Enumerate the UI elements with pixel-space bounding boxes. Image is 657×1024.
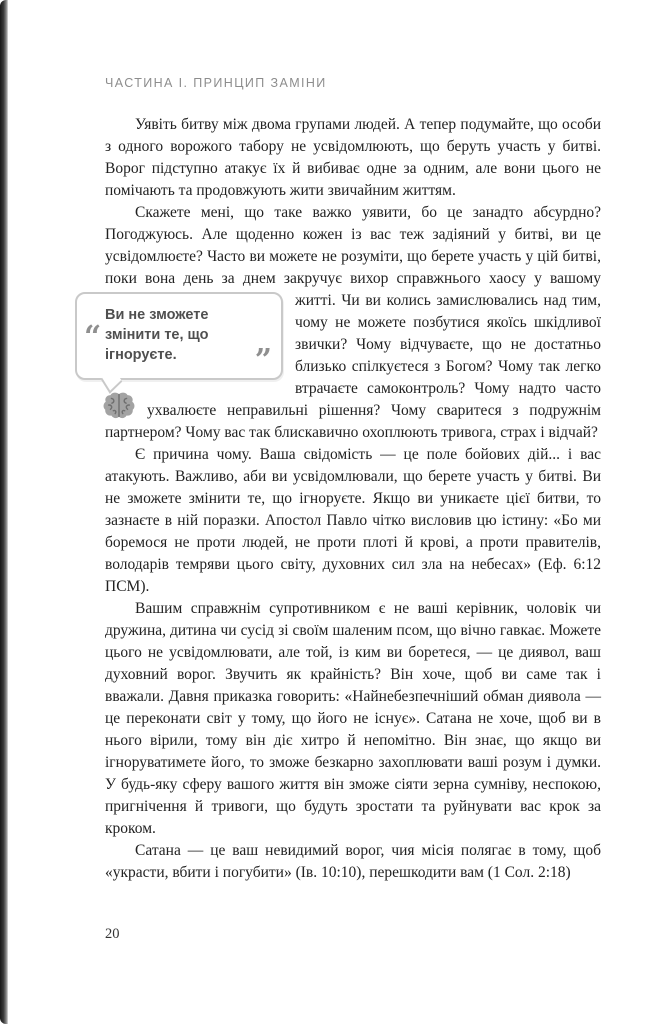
- paragraph-5: Сатана — це ваш невидимий ворог, чия місія полягає в тому, щоб «украсти, вбити і погубити» (Ів. 10:10), перешкодити вам (1 Сол. 2:18): [105, 842, 601, 881]
- text-column: [84, 114, 601, 884]
- paragraph-2-part-a: Скажете мені, що таке важко уявити, бо це занадто абсурдно? Погоджуюсь. Але щоденно кожен із вас теж задіяний у битві, ви це усвідомлюєте? Часто ви можете не розуміти, що берете участь у цій битві, поки вона день за днем закручує вихор справжнього хаосу у вашому: [105, 204, 601, 287]
- pull-quote-bubble: [75, 292, 283, 380]
- page-spine-shadow: [0, 0, 8, 1024]
- paragraph-4: Вашим справжнім супротивником є не ваші керівник, чоловік чи дружина, дитина чи сусід зі своїм шаленим псом, що вічно гавкає. Можете цього не усвідомлювати, але той, із ким ви боретеся, — це диявол, ваш духовний ворог. Звучить як крайність? Він хоче, щоб ви саме так і вважали. Давня приказка говорить: «Найнебезпечніший обман диявола — це переконати світ у тому, що його не існує». Сатана не хоче, щоб ви в нього вірили, тому він діє хитро й непомітно. Він знає, що якщо ви ігноруватимете його, то зможе безкарно захоплювати ваші розум і думки. У будь-яку сферу вашого життя він зможе сіяти зерна сумніву, неспокою, пригнічення й тривоги, що будуть зростати та руйнувати вас крок за кроком.: [105, 600, 601, 837]
- paragraph-2-part-c: Чому так легко втрачаєте самоконтроль? Чому надто часто ухвалюєте неправильні рішення? Чому сваритеся з подружнім партнером? Чому вас так блискавично охоплюють тривога, страх і відчай?: [105, 358, 601, 441]
- paragraph-2-part-b: житті. Чи ви колись замислювались над тим, чому не можете позбутися якоїсь шкідливої звички? Чому відчуваєте, що не достатньо близько спілкуєтеся з Богом?: [295, 292, 601, 375]
- pull-quote-text: Ви не зможете змінити те, що ігноруєте.: [105, 307, 209, 363]
- close-quote-mark: ”: [254, 343, 272, 378]
- paragraph-1: Уявіть битву між двома групами людей. А тепер подумайте, що особи з одного ворожого табору не усвідомлюють, що беруть участь у битві. Ворог підступно атакує їх й вибиває одне за одним, але вони цього не помічають та продовжують жити звичайним життям.: [105, 116, 601, 199]
- paragraph-3: Є причина чому. Ваша свідомість — це поле бойових дій... і вас атакують. Важливо, аби ви усвідомлювали, що берете участь у битві. Ви не зможете змінити те, що ігноруєте. Якщо ви уникаєте цієї битви, то зазнаєте в ній поразки. Апостол Павло чітко висловив цю істину: «Бо ми боремося не проти людей, не проти плоті й крові, а проти правителів, володарів темряви цього світу, духовних сил зла на небесах» (Еф. 6:12 ПСМ).: [105, 446, 601, 595]
- paragraph-2: [84, 202, 601, 444]
- brain-icon: [101, 396, 141, 416]
- chapter-header: ЧАСТИНА І. ПРИНЦИП ЗАМІНИ: [105, 76, 327, 90]
- page-number: 20: [105, 926, 120, 942]
- open-quote-mark: “: [84, 319, 102, 355]
